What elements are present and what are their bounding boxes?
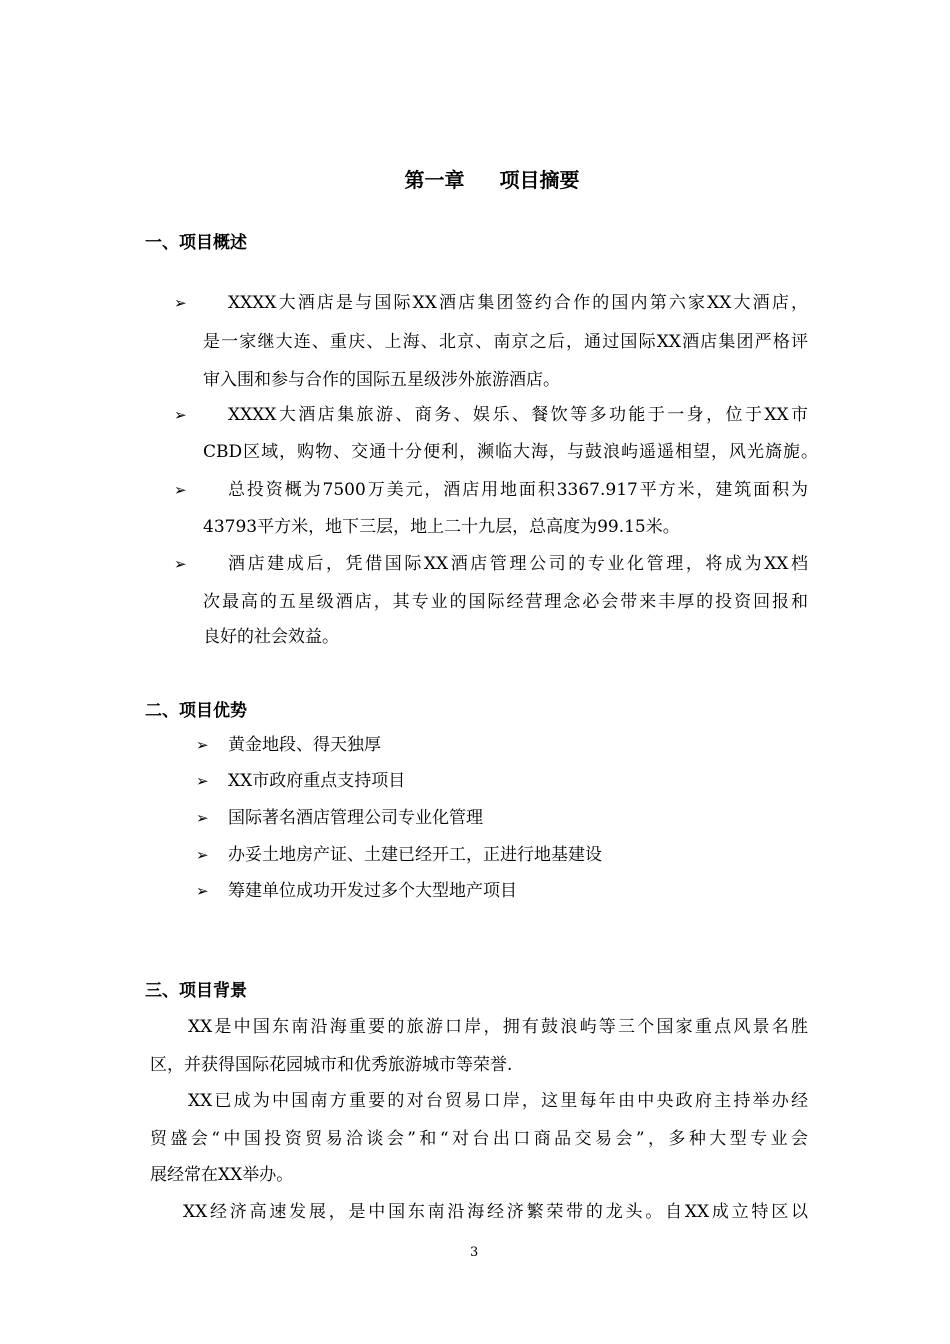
bullet-arrow-icon: ➢ [196, 846, 209, 864]
text-line: XX已成为中国南方重要的对台贸易口岸，这里每年由中央政府主持举办经 [188, 1091, 808, 1111]
text-line: CBD区域，购物、交通十分便利，濒临大海，与鼓浪屿遥遥相望，风光旖旎。 [203, 442, 818, 462]
text-line: XX是中国东南沿海重要的旅游口岸，拥有鼓浪屿等三个国家重点风景名胜 [188, 1017, 808, 1037]
text-line: 酒店建成后，凭借国际XX酒店管理公司的专业化管理，将成为XX档 [228, 554, 808, 574]
bullet-arrow-icon: ➢ [196, 736, 209, 754]
section-heading: 二、项目优势 [145, 701, 247, 721]
text-line: 次最高的五星级酒店，其专业的国际经营理念必会带来丰厚的投资回报和 [203, 592, 808, 612]
bullet-arrow-icon: ➢ [196, 809, 209, 827]
text-line: 区，并获得国际花园城市和优秀旅游城市等荣誉. [150, 1055, 513, 1075]
section-heading: 三、项目背景 [145, 981, 247, 1001]
bullet-arrow-icon: ➢ [196, 772, 209, 790]
bullet-arrow-icon: ➢ [174, 555, 187, 573]
bullet-arrow-icon: ➢ [174, 481, 187, 499]
text-line: XX经济高速发展，是中国东南沿海经济繁荣带的龙头。自XX成立特区以 [183, 1202, 808, 1222]
text-line: 总投资概为7500万美元，酒店用地面积3367.917平方米，建筑面积为 [228, 480, 808, 500]
bullet-arrow-icon: ➢ [174, 406, 187, 424]
text-line: XXXX大酒店集旅游、商务、娱乐、餐饮等多功能于一身，位于XX市 [228, 405, 808, 425]
bullet-arrow-icon: ➢ [174, 294, 187, 312]
chapter-title: 第一章 项目摘要 [404, 168, 580, 192]
bullet-arrow-icon: ➢ [196, 882, 209, 900]
text-line: 43793平方米，地下三层，地上二十九层，总高度为99.15米。 [203, 517, 680, 537]
text-line: 展经常在XX举办。 [150, 1165, 294, 1185]
page-number: 3 [470, 1245, 479, 1260]
list-item: 筹建单位成功开发过多个大型地产项目 [228, 881, 517, 901]
text-line: 是一家继大连、重庆、上海、北京、南京之后，通过国际XX酒店集团严格评 [203, 332, 808, 352]
text-line: 审入围和参与合作的国际五星级涉外旅游酒店。 [203, 370, 560, 390]
list-item: 黄金地段、得天独厚 [228, 735, 381, 755]
text-line: 贸盛会“中国投资贸易洽谈会”和“对台出口商品交易会”，多种大型专业会 [150, 1129, 808, 1149]
text-line: 良好的社会效益。 [203, 627, 339, 647]
section-heading: 一、项目概述 [145, 233, 247, 253]
list-item: 办妥土地房产证、土建已经开工，正进行地基建设 [228, 845, 602, 865]
text-line: XXXX大酒店是与国际XX酒店集团签约合作的国内第六家XX大酒店， [228, 293, 808, 313]
list-item: 国际著名酒店管理公司专业化管理 [228, 808, 483, 828]
list-item: XX市政府重点支持项目 [228, 771, 406, 791]
